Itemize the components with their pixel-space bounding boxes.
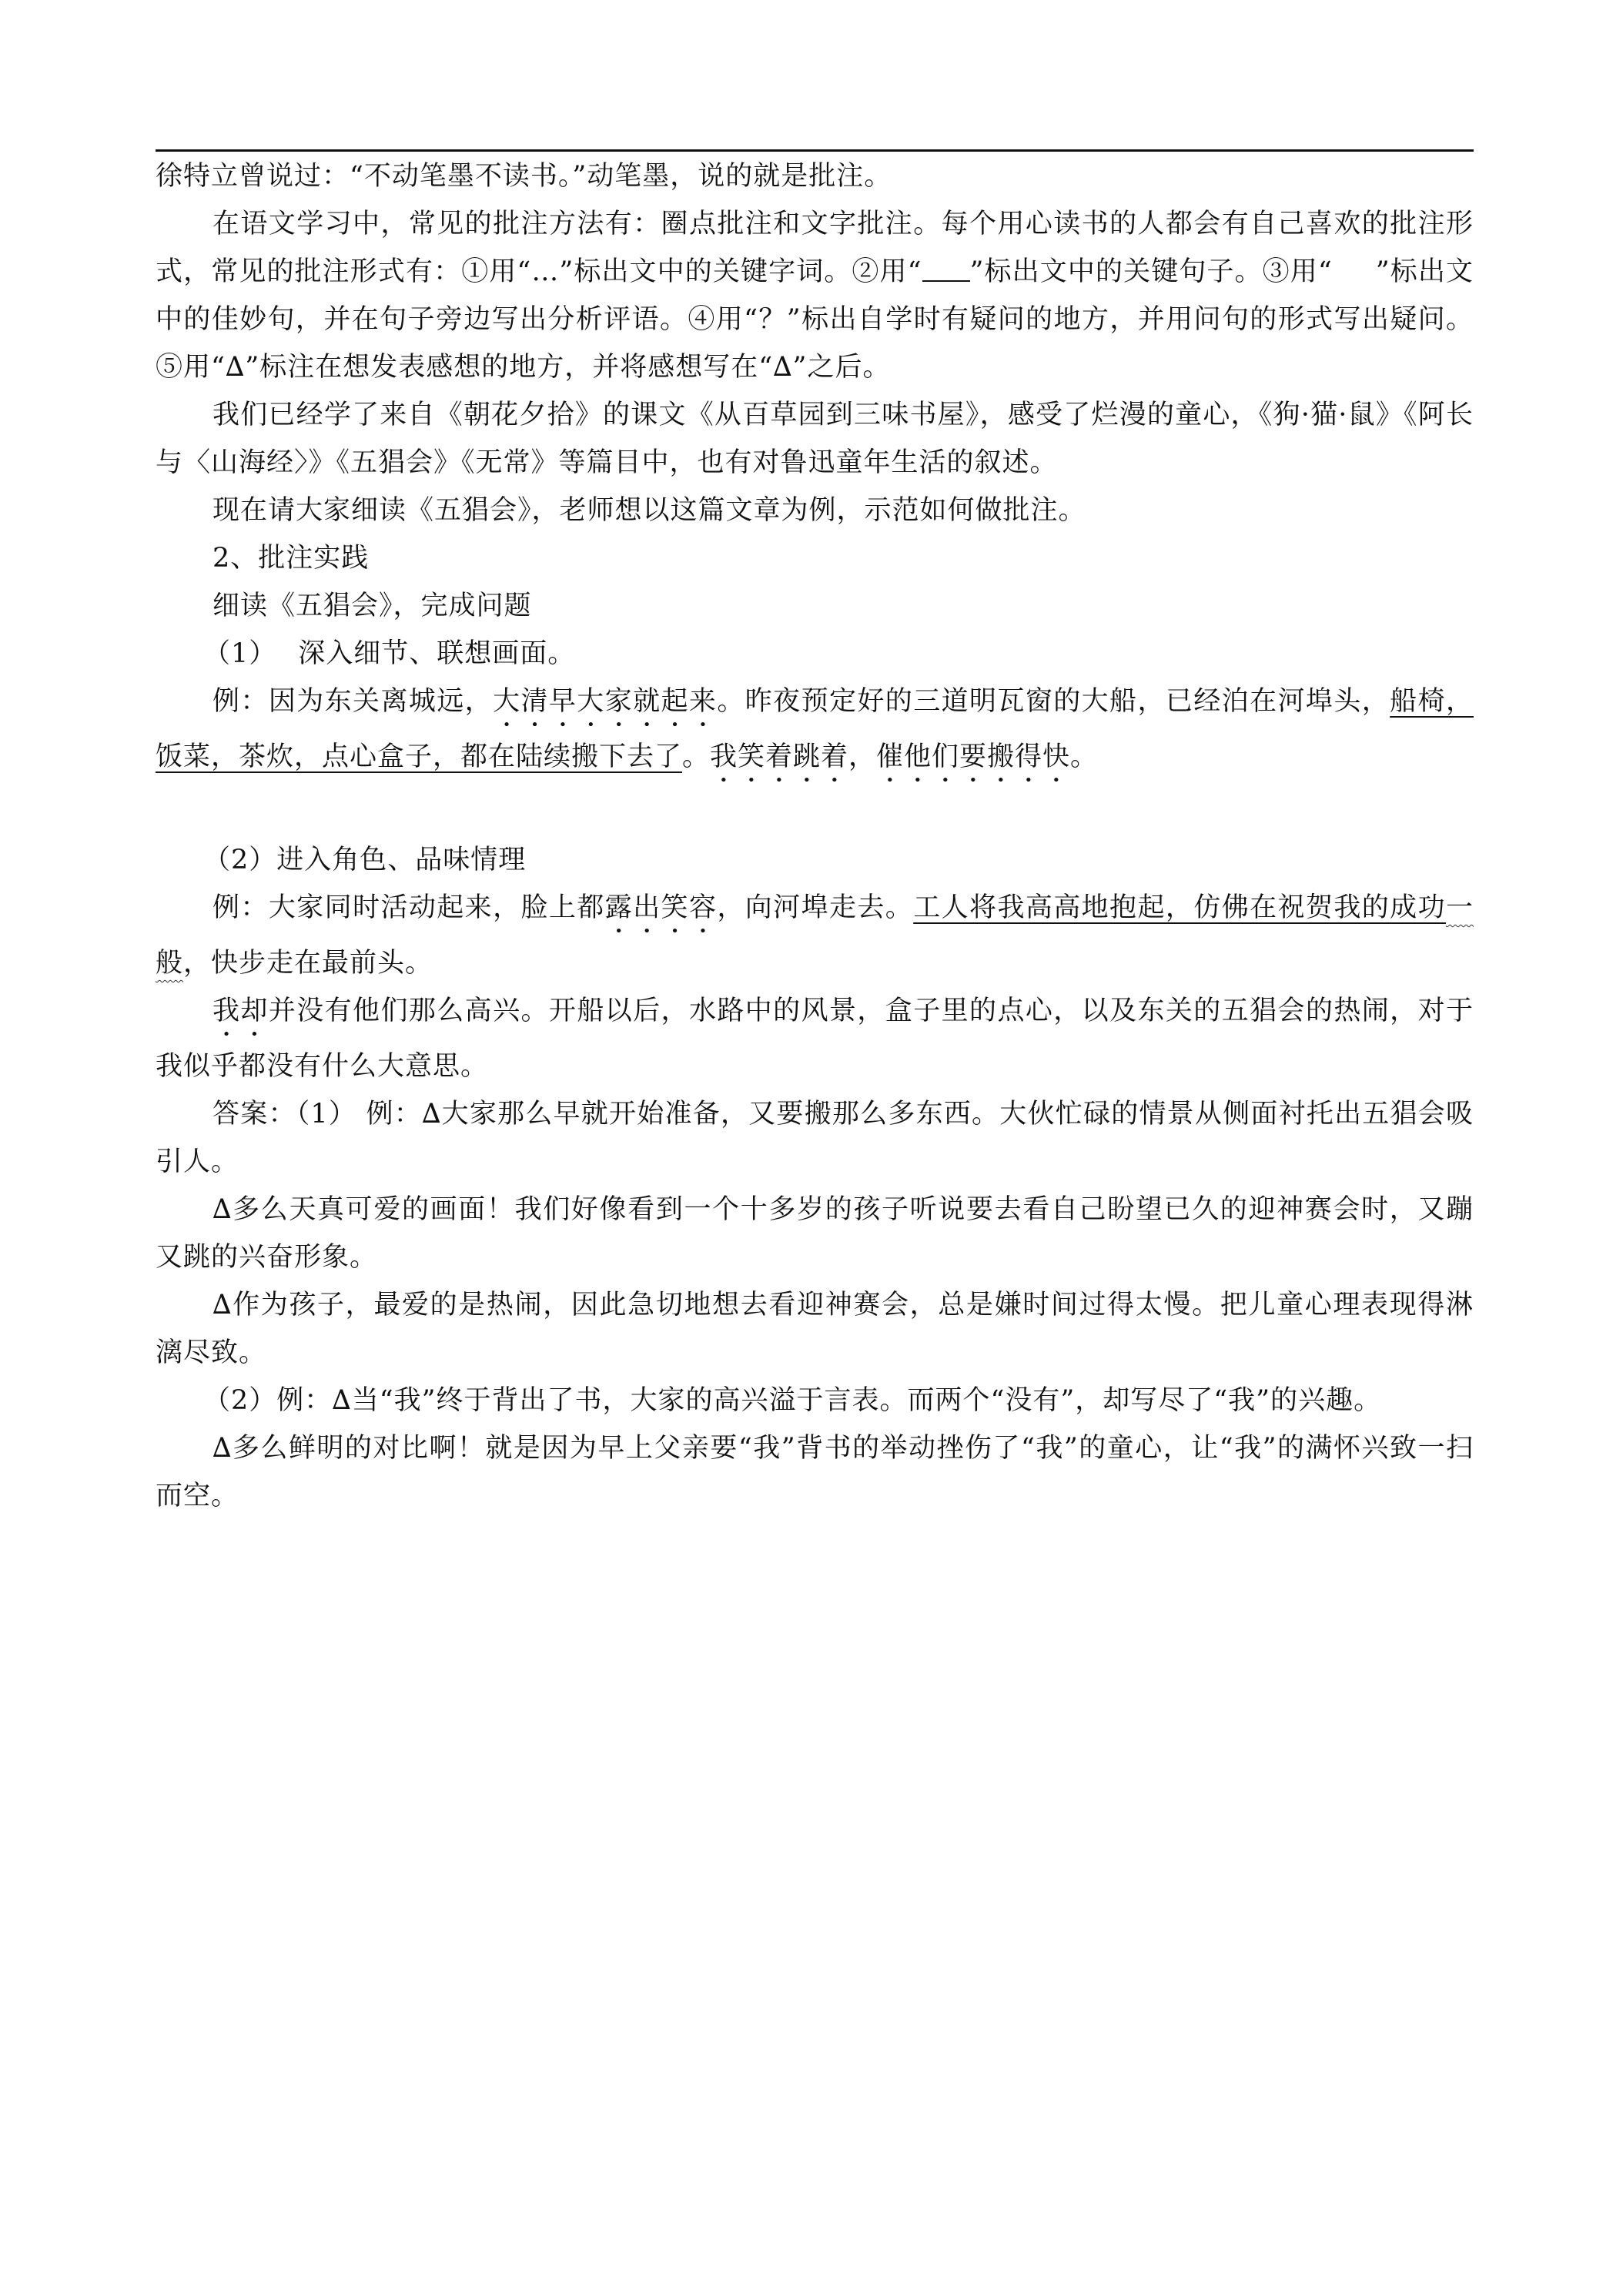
paragraph-methods xyxy=(156,200,1474,391)
subheading-1-text: 深入细节、联想画面。 xyxy=(298,638,576,669)
example-2-text-a: 例：大家同时活动起来，脸上都 xyxy=(212,892,605,923)
example-2 xyxy=(156,884,1474,987)
example-1-underlined: 船椅，饭菜，茶炊，点心盒子，都在陆续搬下去了 xyxy=(156,686,1474,772)
subheading-1 xyxy=(156,630,1474,678)
document-body xyxy=(156,152,1474,1520)
example-2-text-f: ，快步走在最前头。 xyxy=(183,948,433,979)
example-2-dotted: 露出笑容 xyxy=(604,892,718,923)
example-2-wavy: 一般 xyxy=(156,892,1474,979)
underline-blank xyxy=(922,257,970,282)
example-1-text-g: 。 xyxy=(1070,741,1099,772)
example-1-dotted-a: 大清早大家就起来 xyxy=(493,686,718,717)
answer-5: ∆多么鲜明的对比啊！就是因为早上父亲要“我”背书的举动挫伤了“我”的童心，让“我”的满怀兴致一扫而空。 xyxy=(156,1433,1474,1511)
methods-text-c: ”标出文中的佳妙句，并在句子旁边写出分析评语。④用“？”标出自学时有疑问的地方，并用问句的形式写出疑问。⑤用“∆”标注在想发表感想的地方，并将感想写在“∆”之后。 xyxy=(156,256,1474,383)
subheading-1-number: （1） xyxy=(203,638,277,669)
paragraph-quote: 徐特立曾说过：“不动笔墨不读书。”动笔墨，说的就是批注。 xyxy=(156,161,892,192)
header-rule xyxy=(156,149,1474,152)
example-3-text: 并没有他们那么高兴。开船以后，水路中的风景，盒子里的点心，以及东关的五猖会的热闹，对于我似乎都没有什么大意思。 xyxy=(156,996,1474,1082)
paragraph-background: 我们已经学了来自《朝花夕拾》的课文《从百草园到三味书屋》，感受了烂漫的童心，《狗·猫·鼠》《阿长与〈山海经〉》《五猖会》《无常》等篇目中，也有对鲁迅童年生活的叙述。 xyxy=(156,400,1474,478)
example-1-dotted-b: 我笑着跳着，催他们要搬得快 xyxy=(710,741,1071,772)
example-1-text-a: 例：因为东关离城远， xyxy=(212,686,494,717)
methods-text-a: 在语文学习中，常见的批注方法有：圈点批注和文字批注。每个用心读书的人都会有自己喜欢的批注形式，常见的批注形式有：①用“…”标出文中的关键字词。②用“ xyxy=(156,209,1474,287)
example-3-dotted: 我却 xyxy=(212,996,269,1026)
section-heading-practice: 2、批注实践 xyxy=(212,543,370,574)
paragraph-task: 细读《五猖会》，完成问题 xyxy=(212,591,532,621)
example-1-text-e: 。 xyxy=(682,741,711,772)
example-1 xyxy=(156,678,1474,788)
example-1-text-c: 。昨夜预定好的三道明瓦窗的大船，已经泊在河埠头， xyxy=(717,686,1390,717)
example-2-text-c: ，向河埠走去。 xyxy=(717,892,914,923)
methods-text-b: ”标出文中的关键句子。③用“ xyxy=(969,256,1333,287)
subheading-2: （2）进入角色、品味情理 xyxy=(203,845,527,875)
answer-1: 答案：（1） 例：∆大家那么早就开始准备，又要搬那么多东西。大伙忙碌的情景从侧面衬托出五猖会吸引人。 xyxy=(156,1099,1474,1177)
example-3 xyxy=(156,987,1474,1090)
answer-4: （2）例：∆当“我”终于背出了书，大家的高兴溢于言表。而两个“没有”，却写尽了“我”的兴趣。 xyxy=(203,1385,1382,1416)
paragraph-instruction: 现在请大家细读《五猖会》，老师想以这篇文章为例，示范如何做批注。 xyxy=(212,495,1086,526)
example-2-underlined: 工人将我高高地抱起，仿佛在祝贺我的成功 xyxy=(913,892,1446,923)
answer-3: ∆作为孩子，最爱的是热闹，因此急切地想去看迎神赛会，总是嫌时间过得太慢。把儿童心理表现得淋漓尽致。 xyxy=(156,1290,1474,1368)
answer-2: ∆多么天真可爱的画面！我们好像看到一个十多岁的孩子听说要去看自己盼望已久的迎神赛会时，又蹦又跳的兴奋形象。 xyxy=(156,1194,1474,1273)
